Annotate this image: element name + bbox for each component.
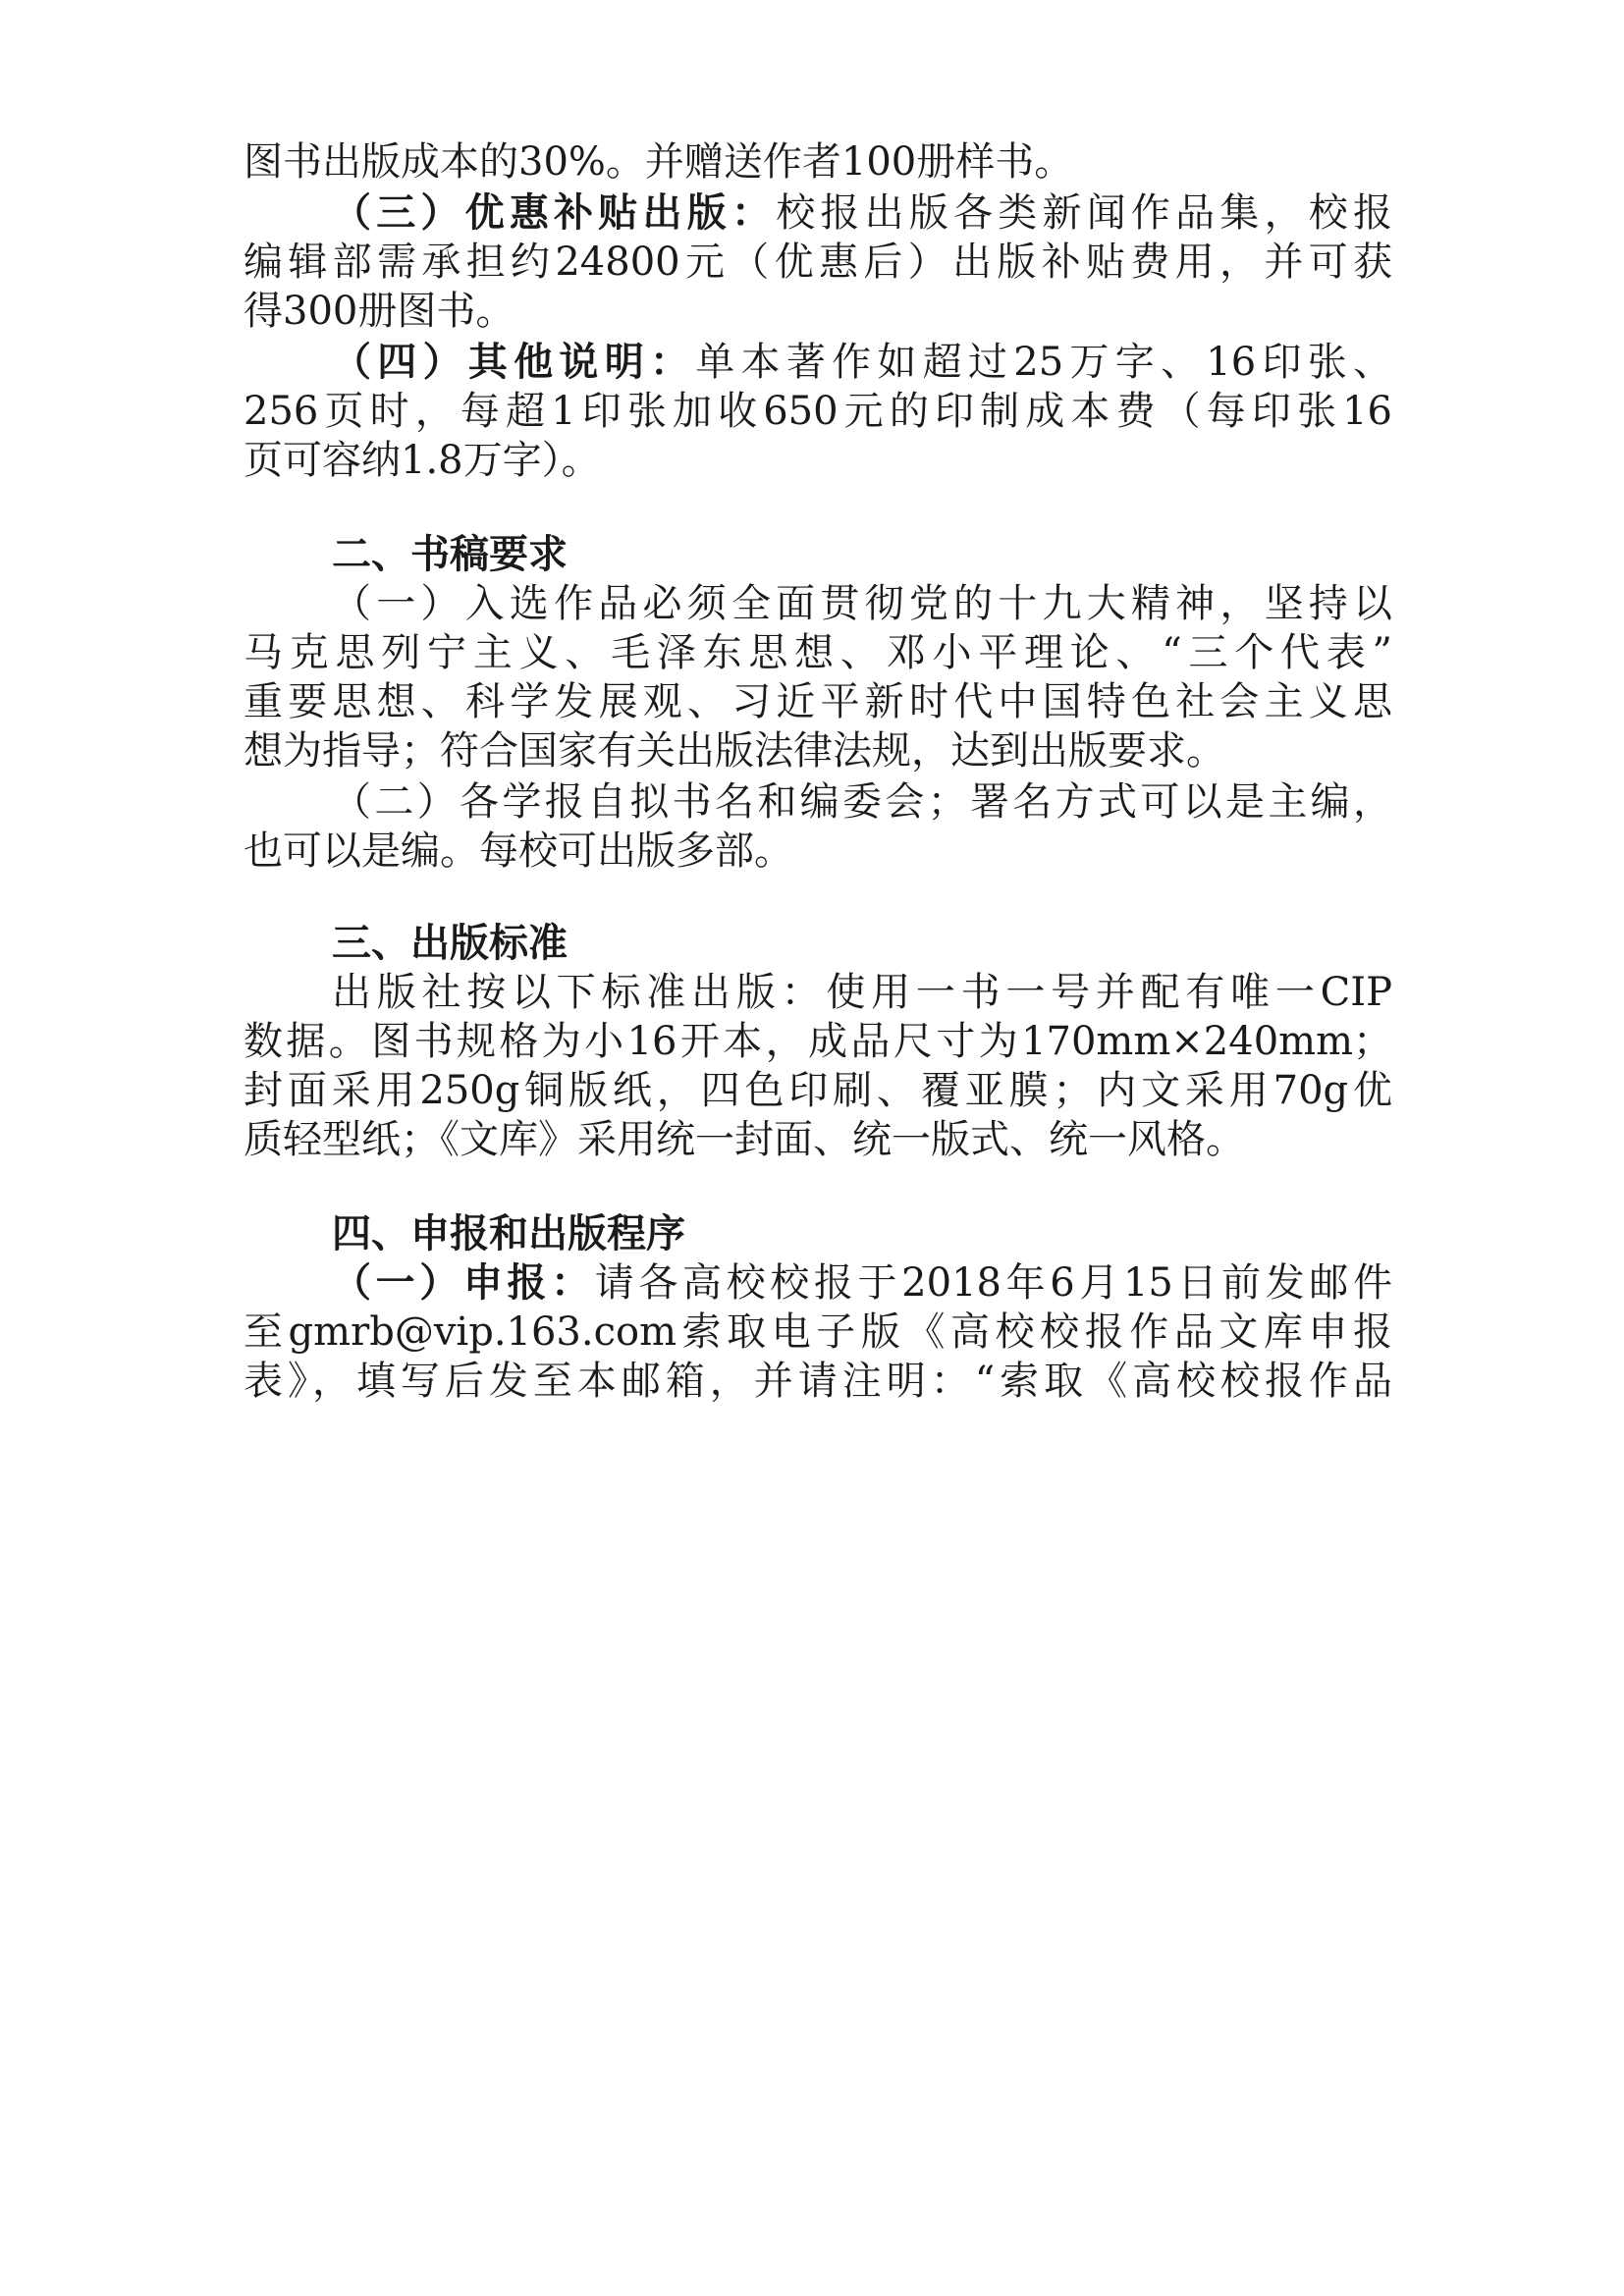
section-heading: 三、出版标准 xyxy=(332,921,568,966)
body-line: 重要思想、科学发展观、习近平新时代中国特色社会主义思 xyxy=(244,679,1392,724)
body-line: 表》，填写后发至本邮箱，并请注明：“索取《高校校报作品 xyxy=(244,1359,1392,1404)
clause-text: 校报出版各类新闻作品集，校报 xyxy=(776,190,1393,236)
clause-text: 请各高校校报于2018年6月15日前发邮件 xyxy=(594,1260,1392,1306)
body-line xyxy=(332,188,1392,238)
section-heading: 四、申报和出版程序 xyxy=(332,1211,685,1256)
clause-text: 单本著作如超过25万字、16印张、 xyxy=(695,340,1393,385)
clause-lead: （一）申报： xyxy=(332,1260,595,1306)
clause-lead: （四）其他说明： xyxy=(332,340,696,385)
body-line: 256页时，每超1印张加收650元的印制成本费（每印张16 xyxy=(244,389,1392,434)
body-line: 编辑部需承担约24800元（优惠后）出版补贴费用，并可获 xyxy=(244,240,1392,285)
body-line: （一）入选作品必须全面贯彻党的十九大精神，坚持以 xyxy=(332,581,1392,626)
body-line xyxy=(332,1258,1392,1308)
body-line: 封面采用250g铜版纸，四色印刷、覆亚膜；内文采用70g优 xyxy=(244,1068,1392,1113)
body-line: 想为指导；符合国家有关出版法律法规，达到出版要求。 xyxy=(244,728,1225,774)
body-line: 质轻型纸；《文库》采用统一封面、统一版式、统一风格。 xyxy=(244,1117,1245,1162)
body-line: 出版社按以下标准出版：使用一书一号并配有唯一CIP xyxy=(332,970,1392,1015)
body-line: 图书出版成本的30%。并赠送作者100册样书。 xyxy=(244,139,1074,185)
body-line: 至gmrb@vip.163.com索取电子版《高校校报作品文库申报 xyxy=(244,1309,1392,1355)
body-line: 页可容纳1.8万字）。 xyxy=(244,438,601,483)
body-line: 得300册图书。 xyxy=(244,289,515,334)
body-line: 也可以是编。每校可出版多部。 xyxy=(244,828,793,874)
body-line xyxy=(332,338,1392,387)
section-heading: 二、书稿要求 xyxy=(332,532,568,577)
body-line: 数据。图书规格为小16开本，成品尺寸为170mm×240mm； xyxy=(244,1019,1392,1064)
body-line: 马克思列宁主义、毛泽东思想、邓小平理论、“三个代表” xyxy=(244,630,1392,675)
clause-lead: （三）优惠补贴出版： xyxy=(332,190,777,236)
body-line: （二）各学报自拟书名和编委会；署名方式可以是主编， xyxy=(332,779,1392,825)
